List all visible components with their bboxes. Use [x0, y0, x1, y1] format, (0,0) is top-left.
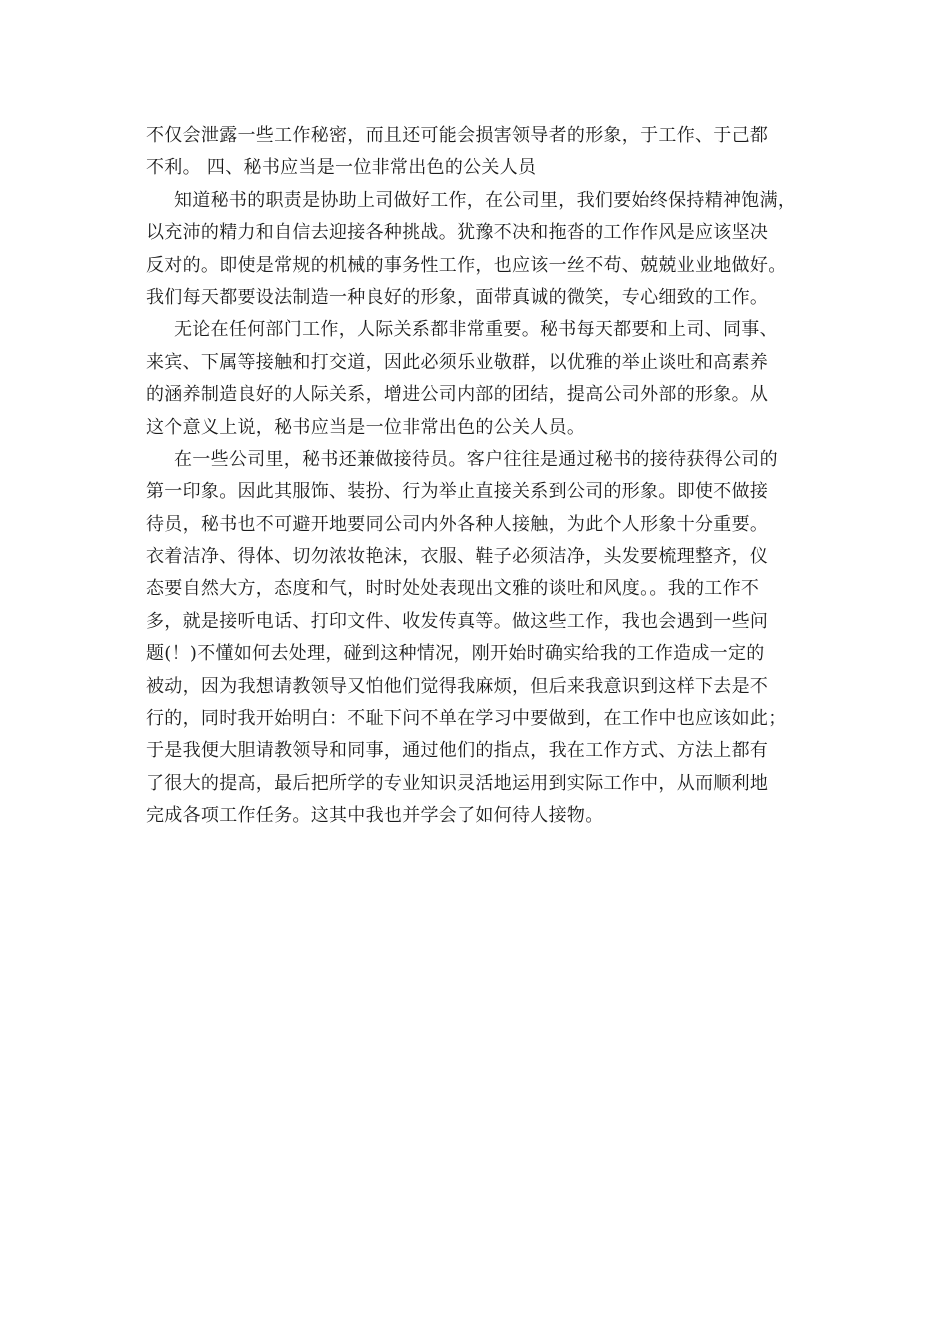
text-line: 多，就是接听电话、打印文件、收发传真等。做这些工作，我也会遇到一些问	[146, 610, 769, 632]
body-text	[146, 120, 826, 833]
text-line: 以充沛的精力和自信去迎接各种挑战。犹豫不决和拖沓的工作作风是应该坚决	[146, 222, 769, 244]
text-line: 被动，因为我想请教领导又怕他们觉得我麻烦，但后来我意识到这样下去是不	[146, 675, 769, 697]
text-line: 不利。 四、秘书应当是一位非常出色的公关人员	[146, 157, 537, 179]
text-line: 在一些公司里，秘书还兼做接待员。客户往往是通过秘书的接待获得公司的	[174, 448, 778, 470]
text-line: 我们每天都要设法制造一种良好的形象，面带真诚的微笑，专心细致的工作。	[146, 286, 769, 308]
text-line: 行的，同时我开始明白：不耻下问不单在学习中要做到，在工作中也应该如此；	[146, 708, 787, 730]
text-line: 题(！)不懂如何去处理，碰到这种情况，刚开始时确实给我的工作造成一定的	[146, 643, 765, 665]
text-line: 待员，秘书也不可避开地要同公司内外各种人接触，为此个人形象十分重要。	[146, 513, 769, 535]
text-line: 这个意义上说，秘书应当是一位非常出色的公关人员。	[146, 416, 586, 438]
text-line: 了很大的提高，最后把所学的专业知识灵活地运用到实际工作中，从而顺利地	[146, 772, 769, 794]
text-line: 态要自然大方，态度和气，时时处处表现出文雅的谈吐和风度。。我的工作不	[146, 578, 760, 600]
text-line: 完成各项工作任务。这其中我也并学会了如何待人接物。	[146, 805, 604, 827]
text-line: 知道秘书的职责是协助上司做好工作，在公司里，我们要始终保持精神饱满，	[174, 189, 797, 211]
text-line: 来宾、下属等接触和打交道，因此必须乐业敬群，以优雅的举止谈吐和高素养	[146, 351, 769, 373]
text-line: 不仅会泄露一些工作秘密，而且还可能会损害领导者的形象，于工作、于己都	[146, 125, 769, 146]
text-line: 的涵养制造良好的人际关系，增进公司内部的团结，提高公司外部的形象。从	[146, 384, 769, 406]
text-line: 无论在任何部门工作，人际关系都非常重要。秘书每天都要和上司、同事、	[174, 319, 778, 341]
text-line: 衣着洁净、得体、切勿浓妆艳沫，衣服、鞋子必须洁净，头发要梳理整齐，仪	[146, 546, 769, 568]
text-line: 第一印象。因此其服饰、装扮、行为举止直接关系到公司的形象。即使不做接	[146, 481, 769, 503]
text-line: 反对的。即使是常规的机械的事务性工作，也应该一丝不苟、兢兢业业地做好。	[146, 254, 787, 276]
text-line: 于是我便大胆请教领导和同事，通过他们的指点，我在工作方式、方法上都有	[146, 740, 769, 762]
